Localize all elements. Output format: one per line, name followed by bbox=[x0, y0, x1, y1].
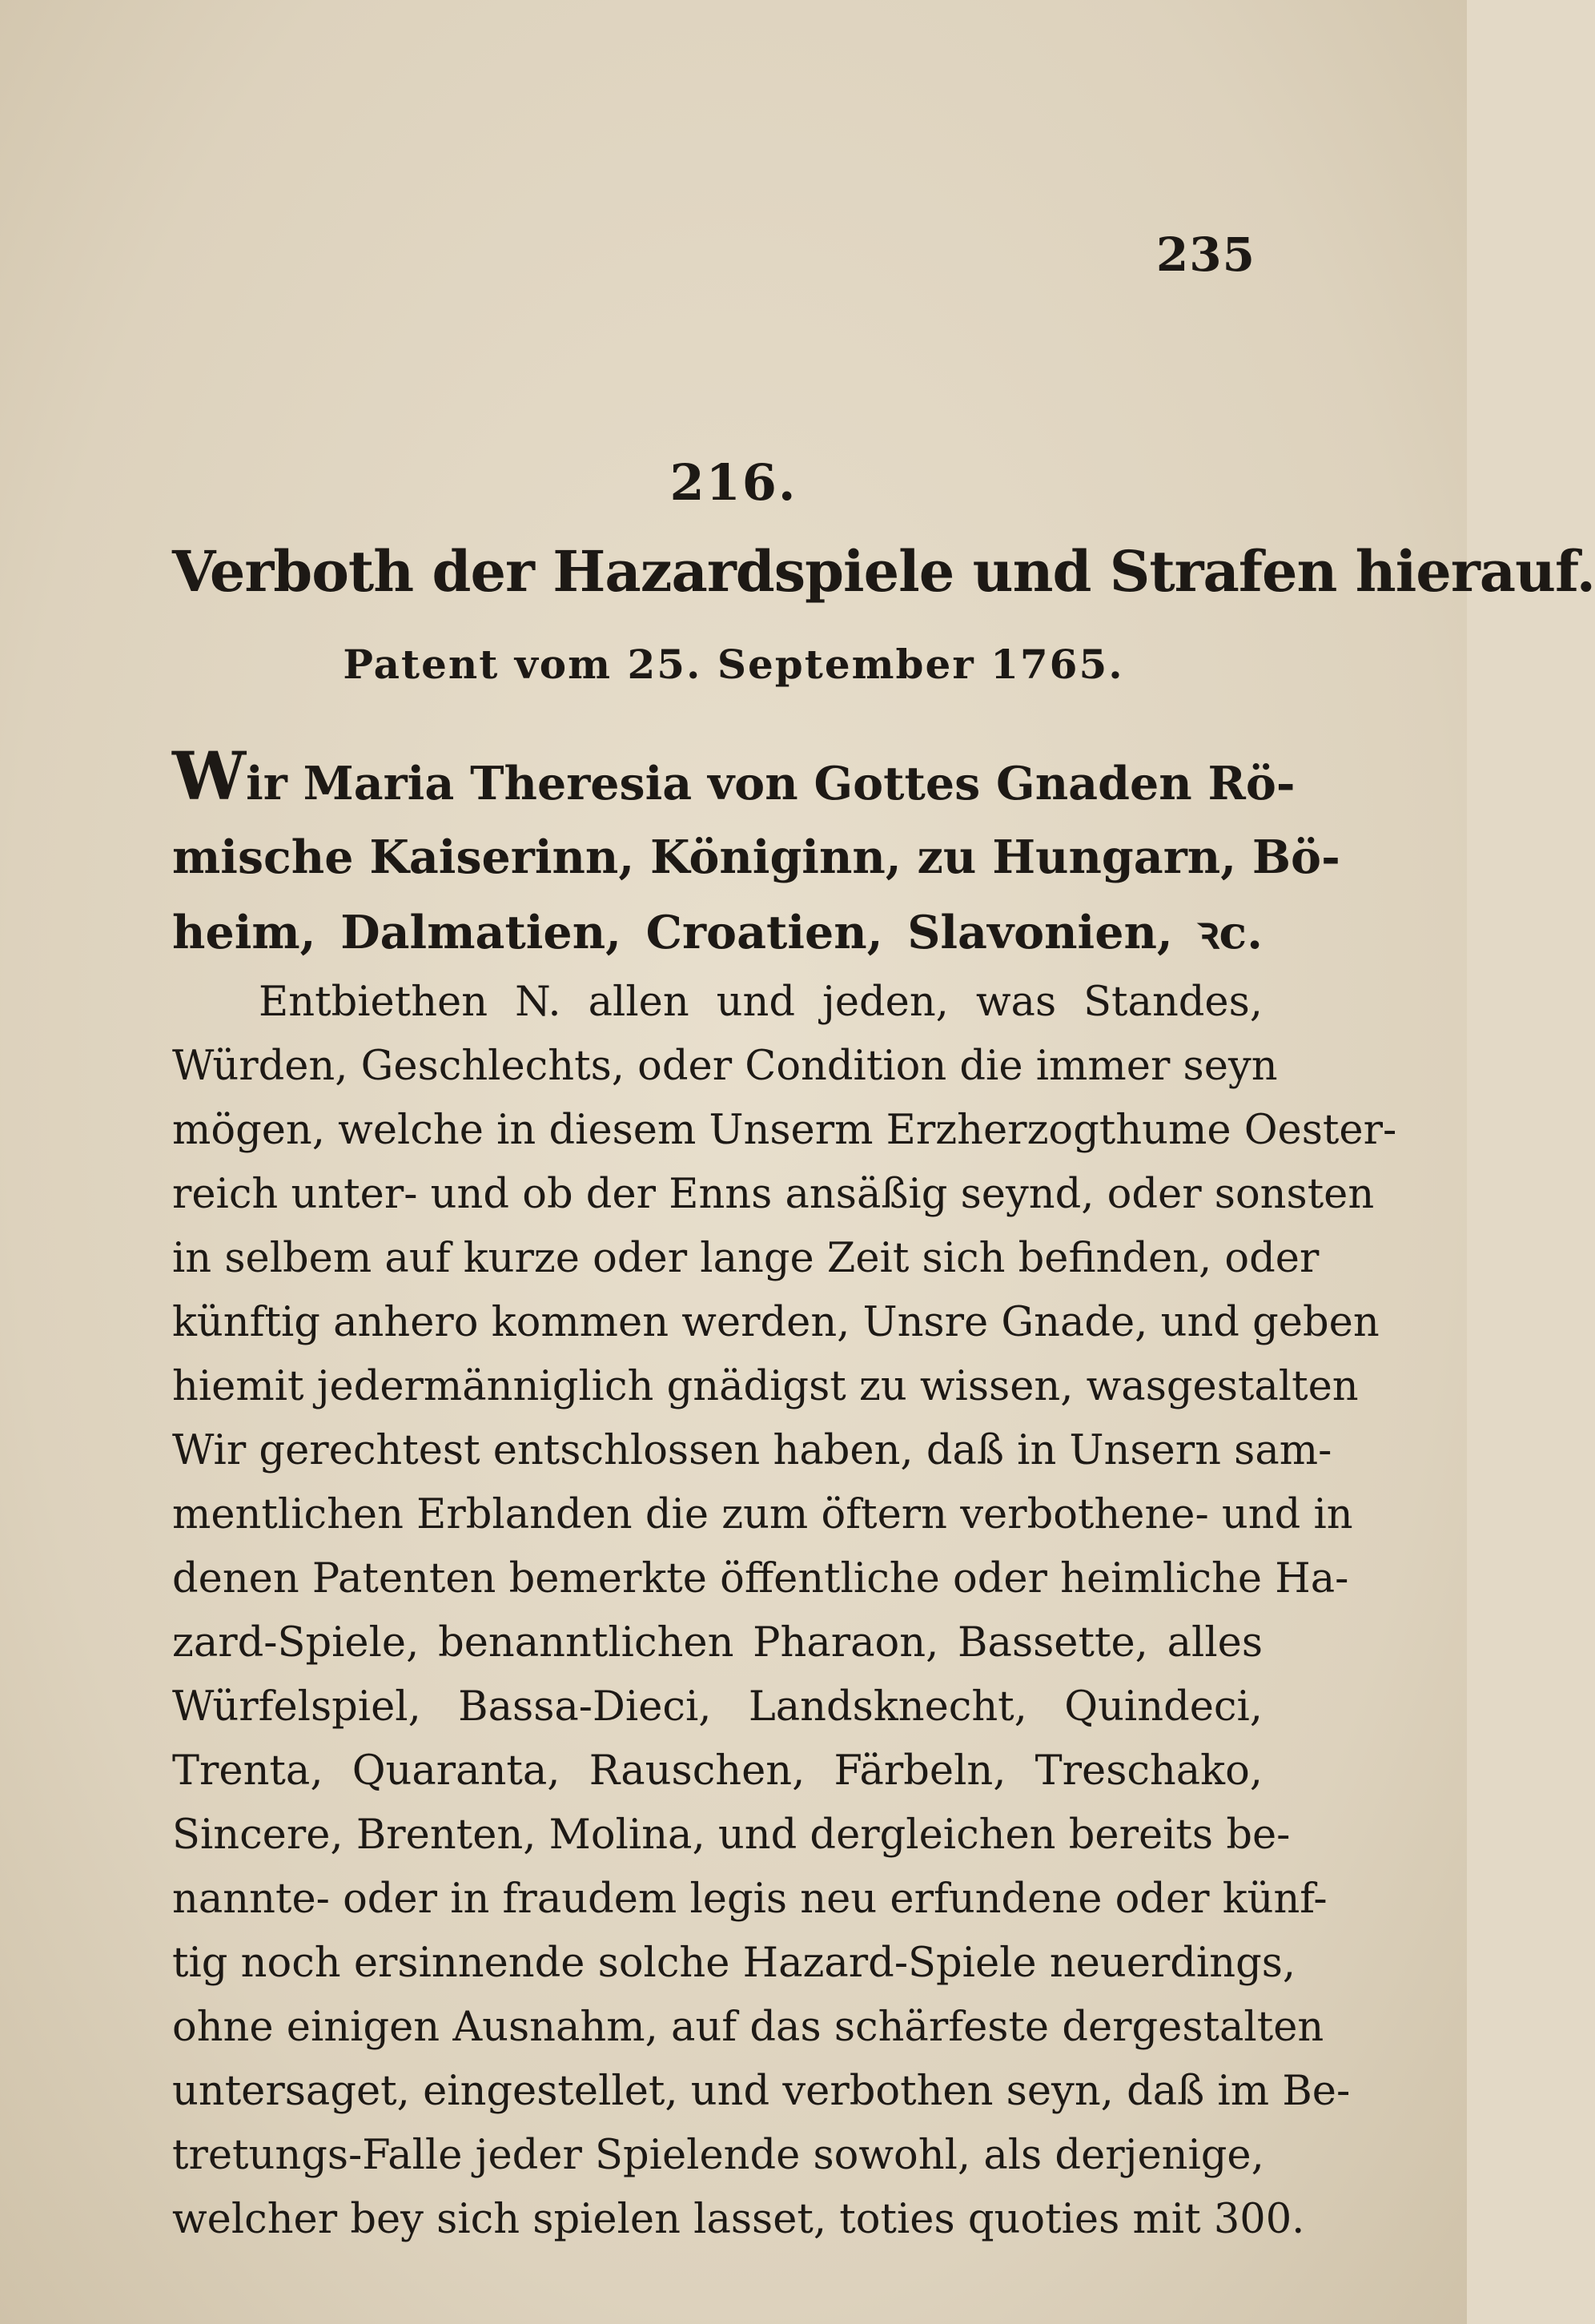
body-line: tig noch ersinnende solche Hazard-Spiele neuerdings, bbox=[172, 1940, 1296, 1987]
section-number: 216. bbox=[669, 453, 798, 512]
body-line: Würfelspiel, Bassa-Dieci, Landsknecht, Quindeci, bbox=[172, 1683, 1263, 1731]
section-title: Verboth der Hazardspiele und Strafen hierauf. bbox=[172, 538, 1595, 605]
body-line: zard-Spiele, benanntlichen Pharaon, Bassette, alles bbox=[172, 1619, 1263, 1667]
body-line: tretungs-Falle jeder Spielende sowohl, als derjenige, bbox=[172, 2132, 1264, 2179]
body-line: nannte- oder in fraudem legis neu erfundene oder künf- bbox=[172, 1876, 1328, 1923]
body-line: Wir gerechtest entschlossen haben, daß in Unsern sam- bbox=[172, 1427, 1332, 1474]
bleed-through-text bbox=[168, 328, 180, 372]
intro-line: Wir Maria Theresia von Gottes Gnaden Rö- bbox=[172, 738, 1296, 815]
body-line: Entbiethen N. allen und jeden, was Standes, bbox=[259, 979, 1263, 1026]
body-line: in selbem auf kurze oder lange Zeit sich befinden, oder bbox=[172, 1235, 1320, 1282]
body-line: Trenta, Quaranta, Rauschen, Färbeln, Treschako, bbox=[172, 1747, 1263, 1795]
page-number: 235 bbox=[1155, 227, 1256, 282]
body-line: Sincere, Brenten, Molina, und dergleichen bereits be- bbox=[172, 1811, 1291, 1859]
body-line: denen Patenten bemerkte öffentliche oder heimliche Ha- bbox=[172, 1555, 1349, 1602]
body-line: Würden, Geschlechts, oder Condition die immer seyn bbox=[172, 1043, 1278, 1090]
body-line: reich unter- und ob der Enns ansäßig seynd, oder sonsten bbox=[172, 1171, 1375, 1218]
drop-cap: W bbox=[172, 738, 247, 815]
body-line: künftig anhero kommen werden, Unsre Gnade, und geben bbox=[172, 1299, 1380, 1346]
body-line: hiemit jedermänniglich gnädigst zu wissen, wasgestalten bbox=[172, 1363, 1359, 1410]
body-line: mögen, welche in diesem Unserm Erzherzogthume Oester- bbox=[172, 1107, 1397, 1154]
main-paragraph bbox=[172, 971, 1397, 2252]
body-line: welcher bey sich spielen lasset, toties quoties mit 300. bbox=[172, 2196, 1305, 2243]
intro-line: mische Kaiserinn, Königinn, zu Hungarn, Bö- bbox=[172, 830, 1340, 884]
text-body bbox=[172, 738, 1397, 2252]
intro-paragraph bbox=[172, 738, 1340, 971]
body-line: ohne einigen Ausnahm, auf das schärfeste dergestalten bbox=[172, 2004, 1324, 2051]
body-line: mentlichen Erblanden die zum öftern verbothene- und in bbox=[172, 1491, 1353, 1538]
body-line: untersaget, eingestellet, und verbothen seyn, daß im Be- bbox=[172, 2068, 1351, 2115]
patent-date: Patent vom 25. September 1765. bbox=[343, 641, 1124, 688]
intro-line: heim, Dalmatien, Croatien, Slavonien, ꝛc. bbox=[172, 906, 1263, 959]
